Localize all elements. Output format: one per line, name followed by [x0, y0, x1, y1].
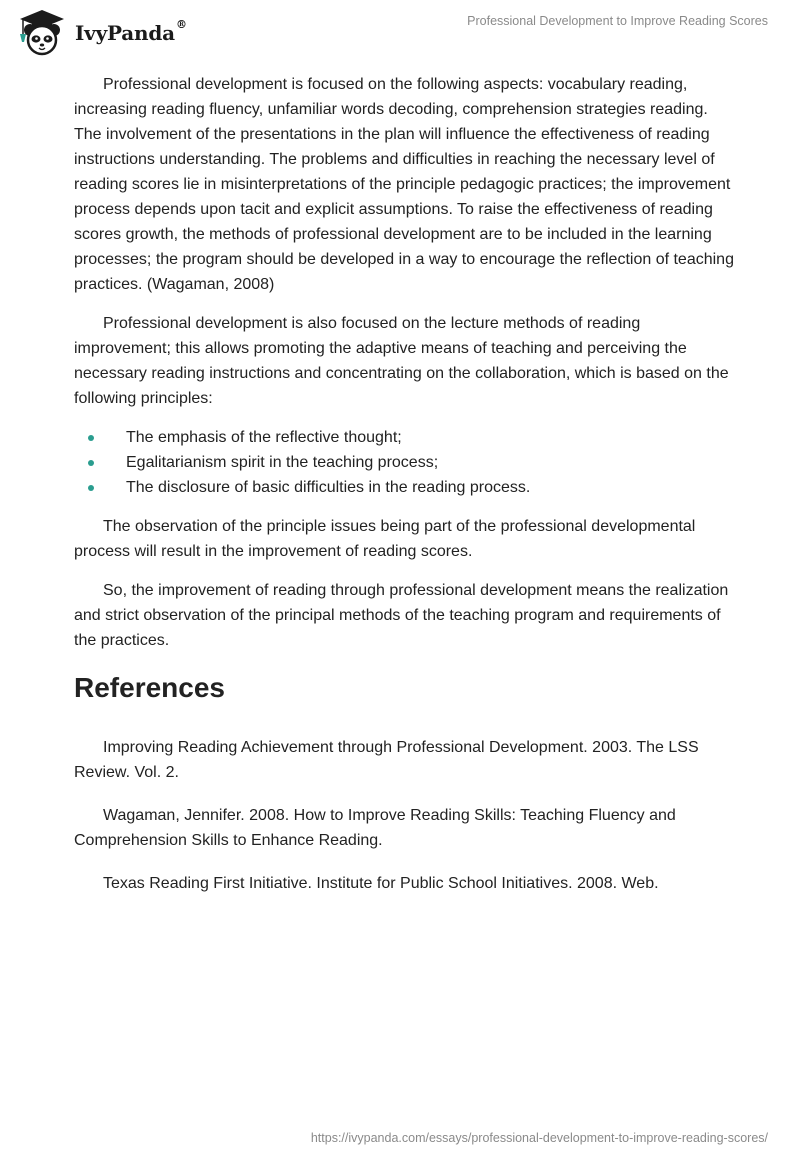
bullet-icon: [88, 485, 94, 491]
panda-logo-icon: [14, 8, 70, 56]
list-item-text: The emphasis of the reflective thought;: [126, 429, 402, 446]
list-item-text: Egalitarianism spirit in the teaching process;: [126, 454, 439, 471]
paragraph: Professional development is focused on the following aspects: vocabulary reading, increasing reading fluency, unfamiliar words decoding, comprehension strategies reading. The involvement of the presentations in the plan will influence the effectiveness of reading instructions understanding. The problems and difficulties in reaching the necessary level of reading scores lie in misinterpretations of the principle pedagogic practices; the improvement process depends upon tacit and explicit assumptions. To raise the effectiveness of reading scores growth, the methods of professional development are to be included in the learning processes; the program should be developed in a way to encourage the reflection of teaching practices. (Wagaman, 2008): [74, 76, 734, 293]
source-url[interactable]: https://ivypanda.com/essays/professional-development-to-improve-reading-scores/: [310, 1131, 768, 1145]
essay-content: [74, 72, 734, 914]
principles-list: [74, 425, 734, 500]
logo-text: IvyPanda®: [75, 18, 187, 45]
references-heading: References: [74, 672, 225, 703]
bullet-icon: [88, 460, 94, 466]
reference-item: Texas Reading First Initiative. Institute for Public School Initiatives. 2008. Web.: [103, 875, 659, 892]
reference-item: Wagaman, Jennifer. 2008. How to Improve Reading Skills: Teaching Fluency and Comprehension Skills to Enhance Reading.: [74, 807, 676, 849]
bullet-icon: [88, 435, 94, 441]
paragraph: Professional development is also focused on the lecture methods of reading improvement; this allows promoting the adaptive means of teaching and perceiving the necessary reading instructions and concentrating on the collaboration, which is based on the following principles:: [74, 315, 729, 407]
list-item: [74, 475, 734, 500]
list-item-text: The disclosure of basic difficulties in the reading process.: [126, 479, 531, 496]
list-item: [74, 450, 734, 475]
list-item: [74, 425, 734, 450]
paragraph: So, the improvement of reading through professional development means the realization and strict observation of the principal methods of the teaching program and requirements of the practices.: [74, 582, 729, 649]
paragraph: The observation of the principle issues being part of the professional developmental process will result in the improvement of reading scores.: [74, 518, 696, 560]
logo[interactable]: [14, 8, 187, 56]
header-title: Professional Development to Improve Reading Scores: [467, 14, 768, 28]
reference-item: Improving Reading Achievement through Professional Development. 2003. The LSS Review. Vol. 2.: [74, 739, 699, 781]
page-header: [0, 0, 800, 60]
registered-mark: ®: [175, 18, 187, 31]
